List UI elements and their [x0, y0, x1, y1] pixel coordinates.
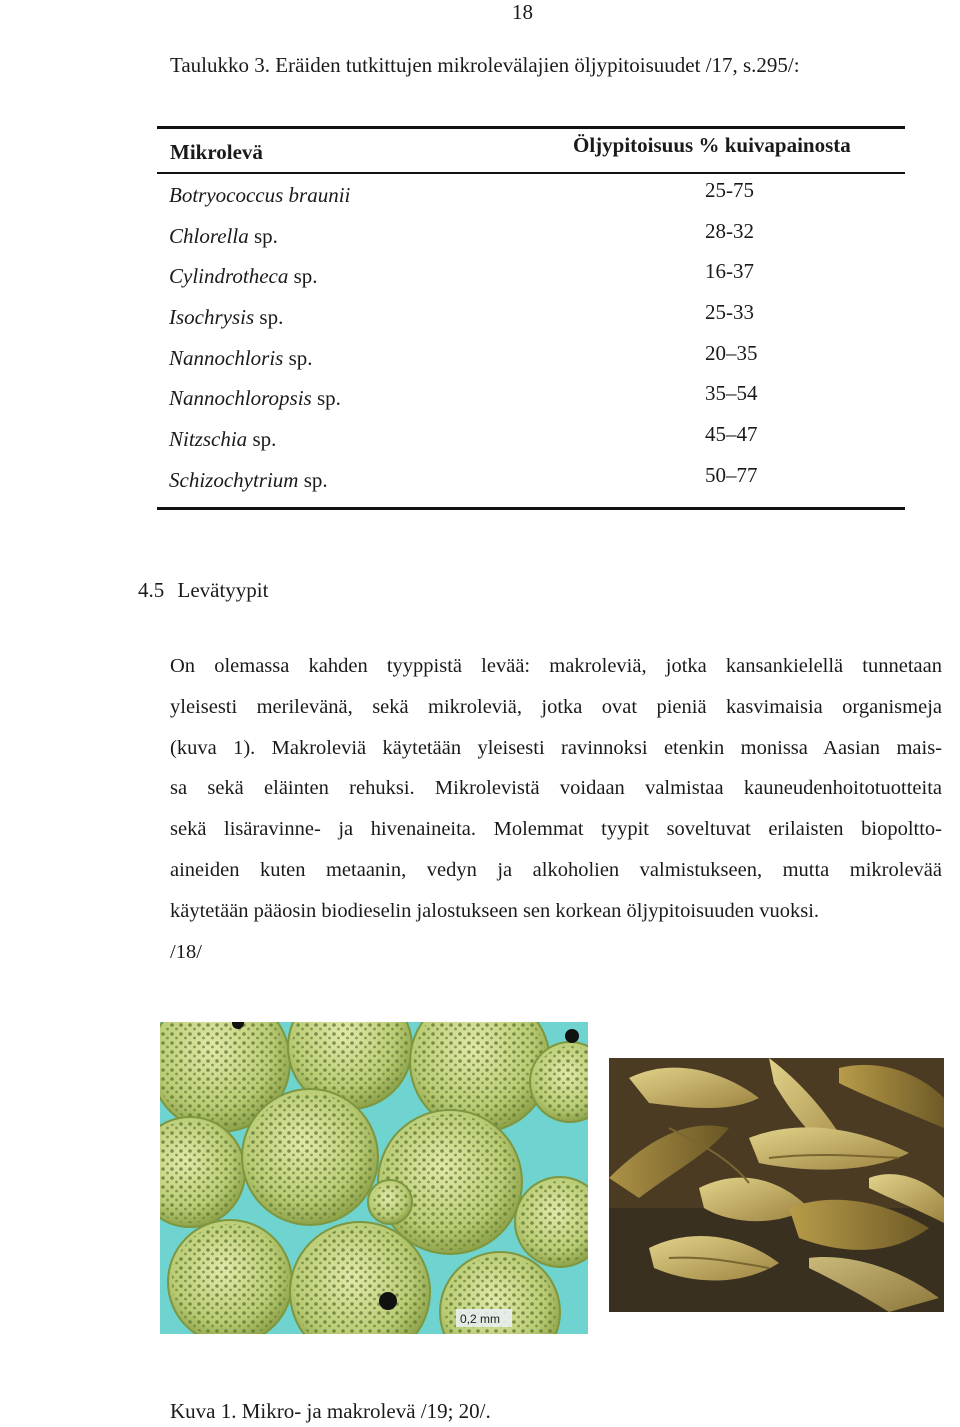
oil-content-value: 35–54 [705, 381, 758, 406]
species-name [169, 305, 283, 330]
table-header [157, 129, 905, 172]
microalgae-image [160, 1022, 588, 1334]
table-bottom-rule [157, 507, 905, 510]
header-oil-content: Öljypitoisuus % kuivapainosta [573, 133, 851, 157]
dark-particle [379, 1292, 397, 1310]
species-genus: Isochrysis [169, 305, 255, 330]
oil-content-value: 45–47 [705, 422, 758, 447]
species-name [169, 386, 341, 411]
page-number: 18 [512, 0, 533, 24]
species-name [169, 468, 328, 493]
species-genus: Botryococcus braunii [169, 183, 351, 207]
microalgae-photo [160, 1022, 588, 1334]
table-row [157, 420, 905, 461]
species-name [169, 346, 313, 371]
table-row [157, 379, 905, 420]
body-paragraph [170, 646, 942, 972]
species-genus: Schizochytrium [169, 467, 299, 492]
species-suffix: sp. [311, 386, 341, 411]
section-title: Levätyypit [177, 578, 269, 602]
species-name [169, 224, 278, 249]
oil-content-value: 25-33 [705, 300, 754, 325]
paragraph-line: aineiden kuten metaanin, vedyn ja alkoholien valmistukseen, mutta mikrolevää [170, 858, 942, 881]
algae-cell [242, 1089, 378, 1225]
species-genus: Nannochloropsis [169, 386, 312, 411]
paragraph-line: /18/ [170, 940, 202, 963]
species-suffix: sp. [283, 345, 313, 370]
table-row [157, 176, 905, 217]
oil-content-value: 20–35 [705, 340, 758, 365]
oil-content-value: 28-32 [705, 218, 754, 243]
oil-content-value: 25-75 [705, 178, 754, 202]
table-row [157, 339, 905, 380]
table-body [157, 174, 905, 507]
paragraph-line: sekä lisäravinne- ja hivenaineita. Molemmat tyypit soveltuvat erilaisten biopoltto- [170, 818, 942, 841]
header-species: Mikrolevä [170, 140, 263, 164]
section-number: 4.5 [138, 578, 165, 602]
dark-particle [565, 1029, 579, 1043]
paragraph-line: sa sekä eläinten rehuksi. Mikrolevistä voidaan valmistaa kauneudenhoitotuotteita [170, 777, 942, 800]
species-suffix: sp. [247, 427, 277, 452]
table-caption: Taulukko 3. Eräiden tutkittujen mikrolevälajien öljypitoisuudet /17, s.295/: [170, 53, 800, 77]
table-row [157, 298, 905, 339]
section-heading [138, 578, 268, 603]
paragraph-line: (kuva 1). Makroleviä käytetään yleisesti ravinnoksi etenkin monissa Aasian mais- [170, 736, 942, 759]
figure-caption: Kuva 1. Mikro- ja makrolevä /19; 20/. [170, 1399, 491, 1423]
species-genus: Cylindrotheca [169, 264, 289, 289]
table-row [157, 257, 905, 298]
table-row [157, 217, 905, 258]
species-name [169, 427, 276, 452]
species-suffix: sp. [298, 467, 328, 492]
species-suffix: sp. [288, 264, 318, 289]
macroalgae-photo [609, 1058, 944, 1312]
paragraph-line: käytetään pääosin biodieselin jalostukseen sen korkean öljypitoisuuden vuoksi. [170, 899, 820, 922]
species-name [169, 183, 350, 208]
algae-cell [368, 1180, 412, 1224]
species-genus: Nannochloris [169, 345, 284, 370]
paragraph-line: On olemassa kahden tyyppistä levää: makroleviä, jotka kansankielellä tunnetaan [170, 655, 942, 677]
oil-content-value: 50–77 [705, 462, 758, 487]
oil-content-value: 16-37 [705, 259, 754, 284]
algae-cell [168, 1220, 292, 1334]
species-genus: Nitzschia [169, 427, 248, 452]
species-name [169, 264, 318, 289]
species-suffix: sp. [254, 305, 284, 330]
table-row [157, 461, 905, 502]
oil-content-table [157, 126, 905, 510]
macroalgae-image [609, 1058, 944, 1312]
scale-bar-label: 0,2 mm [460, 1312, 501, 1326]
species-suffix: sp. [248, 223, 278, 248]
species-genus: Chlorella [169, 223, 249, 248]
paragraph-line: yleisesti merilevänä, sekä mikroleviä, jotka ovat pieniä kasvimaisia organismeja [170, 695, 942, 718]
